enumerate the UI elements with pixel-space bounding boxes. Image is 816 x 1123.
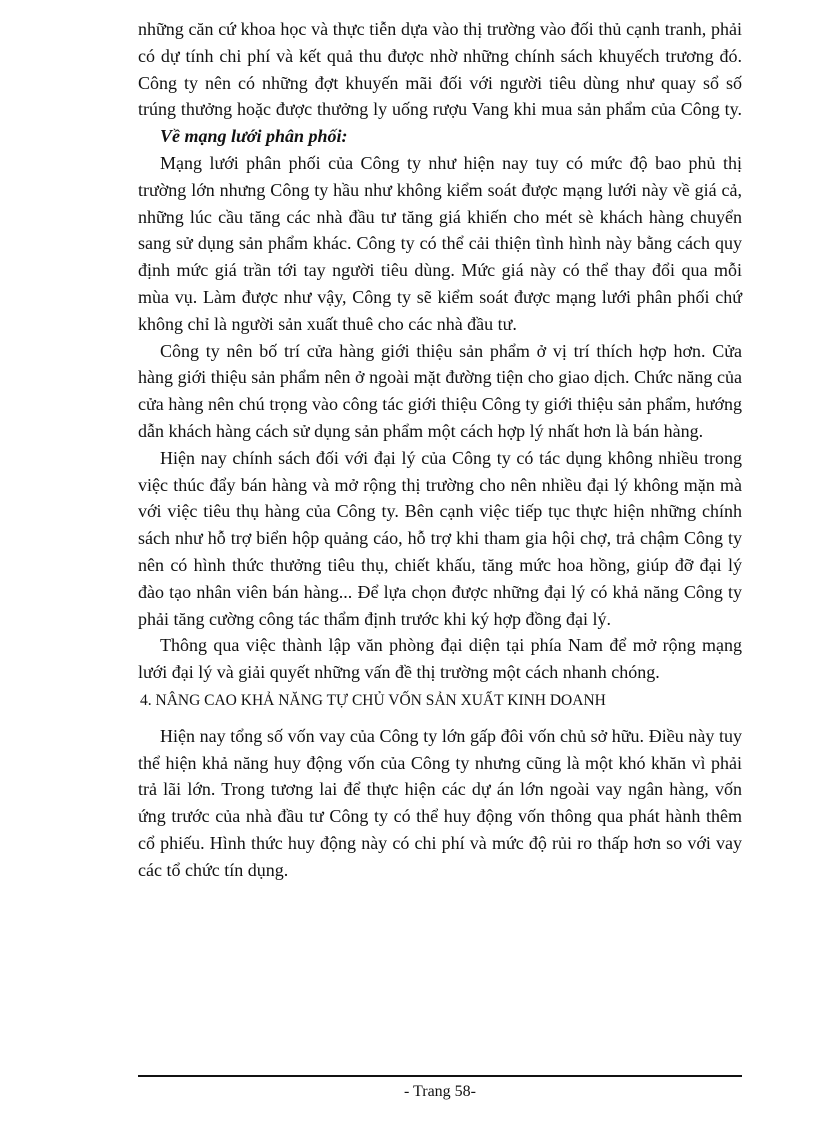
paragraph-southern-office: Thông qua việc thành lập văn phòng đại diện tại phía Nam để mở rộng mạng lưới đại lý và giải quyết những vấn đề thị trường một cách nhanh chóng. bbox=[138, 635, 742, 683]
paragraph-showroom: Công ty nên bố trí cửa hàng giới thiệu sản phẩm ở vị trí thích hợp hơn. Cửa hàng giới thiệu sản phẩm nên ở ngoài mặt đường tiện cho giao dịch. Chức năng của cửa hàng nên chú trọng vào công tác giới thiệu Công ty giới thiệu sản phẩm, hướng dẫn khách hàng cách sử dụng sản phẩm một cách hợp lý nhất hơn là bán hàng. bbox=[138, 340, 742, 441]
paragraph-distribution-network: Mạng lưới phân phối của Công ty như hiện nay tuy có mức độ bao phủ thị trường lớn nhưng Công ty hầu như không kiểm soát được mạng lưới này về giá cả, những lúc cầu tăng các nhà đầu tư tăng giá khiến cho mét sè khách hàng chuyển sang sử dụng sản phẩm khác. Công ty có thể cải thiện tình hình này bằng cách quy định mức giá trần tới tay người tiêu dùng. Mức giá này có thể thay đổi qua mỗi mùa vụ. Làm được như vậy, Công ty sẽ kiểm soát được mạng lưới phân phối chứ không chỉ là người sản xuất thuê cho các nhà đầu tư. bbox=[138, 152, 742, 334]
page-number: - Trang 58- bbox=[403, 1083, 476, 1100]
paragraph-agent-policy: Hiện nay chính sách đối với đại lý của Công ty có tác dụng không nhiều trong việc thúc đẩy bán hàng và mở rộng thị trường cho nên nhiều đại lý không mặn mà với việc tiêu thụ hàng của Công ty. Bên cạnh việc tiếp tục thực hiện những chính sách như hỗ trợ biển hộp quảng cáo, hỗ trợ khi tham gia hội chợ, trả chậm Công ty nên có hình thức thưởng tiêu thụ, chiết khấu, tăng mức hoa hồng, giúp đỡ đại lý đào tạo nhân viên bán hàng... Để lựa chọn được những đại lý có khả năng Công ty phải tăng cường công tác thẩm định trước khi ký hợp đồng đại lý. bbox=[138, 447, 742, 629]
paragraph-promotion: những căn cứ khoa học và thực tiễn dựa vào thị trường vào đối thủ cạnh tranh, phải có dự tính chi phí và kết quả thu được nhờ những chính sách khuyếch trương đó. Công ty nên có những đợt khuyến mãi đối với người tiêu dùng như quay sổ số trúng thưởng hoặc được thưởng ly uống rượu Vang khi mua sản phẩm của Công ty. bbox=[138, 19, 742, 120]
section-heading-distribution: Về mạng lưới phân phối: bbox=[160, 126, 348, 147]
footer-divider bbox=[138, 1075, 742, 1077]
section-heading-capital: 4. NÂNG CAO KHẢ NĂNG TỰ CHỦ VỐN SẢN XUẤT KINH DOANH bbox=[140, 691, 606, 709]
page-body bbox=[138, 16, 742, 884]
paragraph-capital: Hiện nay tổng số vốn vay của Công ty lớn gấp đôi vốn chủ sở hữu. Điều này tuy thể hiện khả năng huy động vốn của Công ty nhưng cũng là một khó khăn vì phải trả lãi lớn. Trong tương lai để thực hiện các dự án lớn ngoài vay ngân hàng, vốn ứng trước của nhà đầu tư Công ty có thể huy động vốn thông qua phát hành thêm cổ phiếu. Hình thức huy động này có chi phí và mức độ rủi ro thấp hơn so với vay các tổ chức tín dụng. bbox=[138, 725, 742, 880]
